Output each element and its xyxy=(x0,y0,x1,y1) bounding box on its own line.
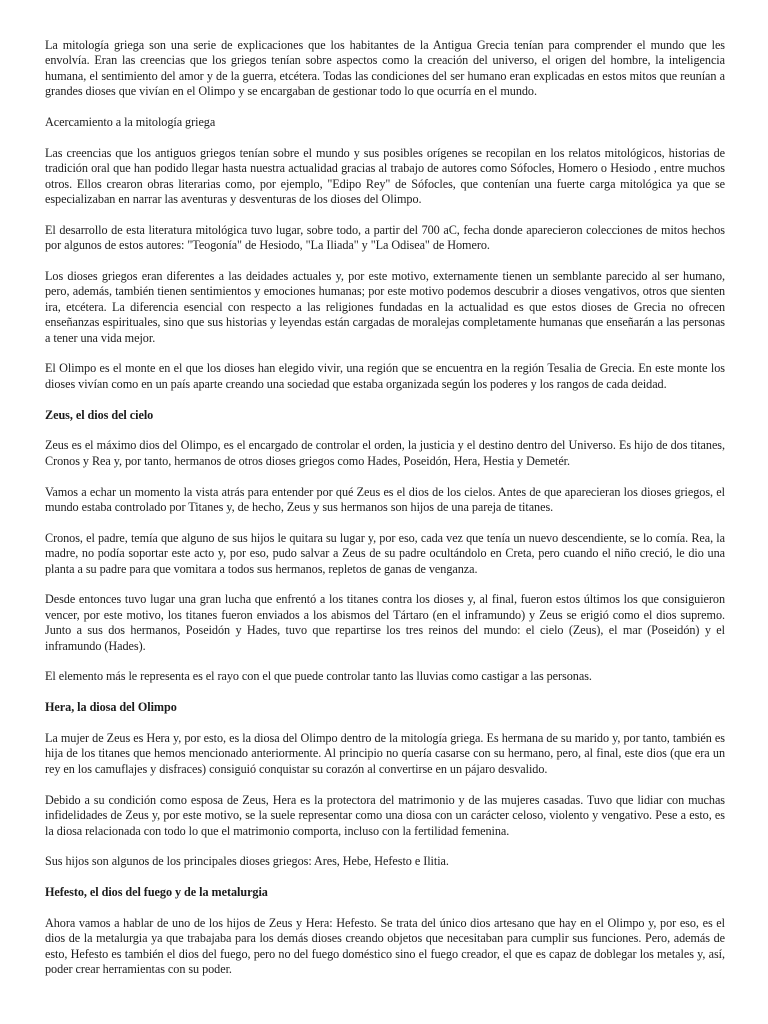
paragraph: Zeus es el máximo dios del Olimpo, es el encargado de controlar el orden, la justicia y el destino dentro del Universo. Es hijo de dos titanes, Cronos y Rea y, por tanto, hermanos de otros dioses griegos como Hades, Poseidón, Hera, Hestia y Demetér. xyxy=(45,438,725,468)
paragraph-intro: La mitología griega son una serie de explicaciones que los habitantes de la Antigua Grecia tenían para comprender el mundo que les envolvía. Eran las creencias que los griegos tenían sobre aspectos como la creación del universo, el origen del hombre, la inteligencia humana, el sentimiento del amor y de la guerra, etcétera. Todas las condiciones del ser humano eran explicadas en estos mitos que reunían a grandes dioses que vivían en el Olimpo y se encargaban de gestionar todo lo que ocurría en el mundo. xyxy=(45,38,725,99)
document-page xyxy=(45,38,725,993)
paragraph: El Olimpo es el monte en el que los dioses han elegido vivir, una región que se encuentra en la región Tesalia de Grecia. En este monte los dioses vivían como en un país aparte creando una sociedad que estaba organizada según los poderes y los rangos de cada deidad. xyxy=(45,361,725,391)
paragraph: Cronos, el padre, temía que alguno de sus hijos le quitara su lugar y, por eso, cada vez que tenía un nuevo descendiente, se lo comía. Rea, la madre, no podía soportar este acto y, por eso, pudo salvar a Zeus de su padre ocultándolo en Creta, pero cuando el niño creció, le dio una planta a su padre para que vomitara a todos sus hermanos, repletos de ganas de venganza. xyxy=(45,530,725,576)
paragraph: Ahora vamos a hablar de uno de los hijos de Zeus y Hera: Hefesto. Se trata del único dios artesano que hay en el Olimpo y, por eso, es el dios de la metalurgia ya que trabajaba para los demás dioses creando objetos que necesitaban para cumplir sus funciones. Pero, además de esto, Hefesto es también el dios del fuego, pero no del fuego doméstico sino el fuego creador, el que es capaz de doblegar los metales y, así, poder crear herramientas con su poder. xyxy=(45,915,725,977)
paragraph: La mujer de Zeus es Hera y, por esto, es la diosa del Olimpo dentro de la mitología griega. Es hermana de su marido y, por tanto, también es hija de los titanes que hemos mencionado anteriormente. Al principio no quería casarse con su hermano, pero, al final, este dios (que era un rey en los camuflajes y disfraces) consiguió conquistar su corazón al convertirse en un pájaro desvalido. xyxy=(45,731,725,776)
paragraph: Sus hijos son algunos de los principales dioses griegos: Ares, Hebe, Hefesto e Ilitia. xyxy=(45,854,449,869)
paragraph: Debido a su condición como esposa de Zeus, Hera es la protectora del matrimonio y de las mujeres casadas. Tuvo que lidiar con muchas infidelidades de Zeus y, por este motivo, se la suele representar como una diosa con un carácter celoso, violento y vengativo. Pese a esto, es la diosa relacionada con todo lo que el matrimonio comporta, incluso con la fertilidad femenina. xyxy=(45,792,725,838)
paragraph: Los dioses griegos eran diferentes a las deidades actuales y, por este motivo, externamente tienen un semblante parecido al ser humano, pero, además, también tienen sentimientos y emociones humanas; por este motivo podemos descubrir a dioses vengativos, otros que sienten ira, etcétera. La diferencia esencial con respecto a las religiones fundadas en la actualidad es que estos dioses de Grecia no ofrecen enseñanzas espirituales, sino que sus historias y leyendas están cargadas de moralejas completamente humanas que enseñarán a las personas a tener una vida mejor. xyxy=(45,269,725,345)
paragraph: El elemento más le representa es el rayo con el que puede controlar tanto las lluvias como castigar a las personas. xyxy=(45,669,592,684)
paragraph: Las creencias que los antiguos griegos tenían sobre el mundo y sus posibles orígenes se recopilan en los relatos mitológicos, historias de tradición oral que han podido llegar hasta nuestra actualidad gracias al trabajo de autores como Sófocles, Homero o Hesiodo , entre muchos otros. Ellos crearon obras literarias como, por ejemplo, "Edipo Rey" de Sófocles, que contenían una fuerte carga mitológica ya que se especializaban en narrar las aventuras y desventuras de los dioses del Olimpo. xyxy=(45,145,725,207)
section-heading-zeus: Zeus, el dios del cielo xyxy=(45,407,154,422)
section-subtitle: Acercamiento a la mitología griega xyxy=(45,115,216,130)
paragraph: Desde entonces tuvo lugar una gran lucha que enfrentó a los titanes contra los dioses y, al final, fueron estos últimos los que consiguieron vencer, por este motivo, los titanes fueron enviados a los abismos del Tártaro (en el inframundo) y Zeus se erigió como el dios supremo. Junto a sus dos hermanos, Poseidón y Hades, tuvo que repartirse los tres reinos del mundo: el cielo (Zeus), el mar (Poseidón) y el inframundo (Hades). xyxy=(45,592,725,653)
section-heading-hefesto: Hefesto, el dios del fuego y de la metalurgia xyxy=(45,885,268,900)
paragraph: El desarrollo de esta literatura mitológica tuvo lugar, sobre todo, a partir del 700 aC, fecha donde aparecieron colecciones de mitos hechos por algunos de estos autores: "Teogonía" de Hesiodo, "La Iliada" y "La Odisea" de Homero. xyxy=(45,222,725,253)
section-heading-hera: Hera, la diosa del Olimpo xyxy=(45,700,177,715)
paragraph: Vamos a echar un momento la vista atrás para entender por qué Zeus es el dios de los cielos. Antes de que aparecieran los dioses griegos, el mundo estaba controlado por Titanes y, de hecho, Zeus y sus hermanos son hijos de una pareja de titanes. xyxy=(45,484,725,515)
